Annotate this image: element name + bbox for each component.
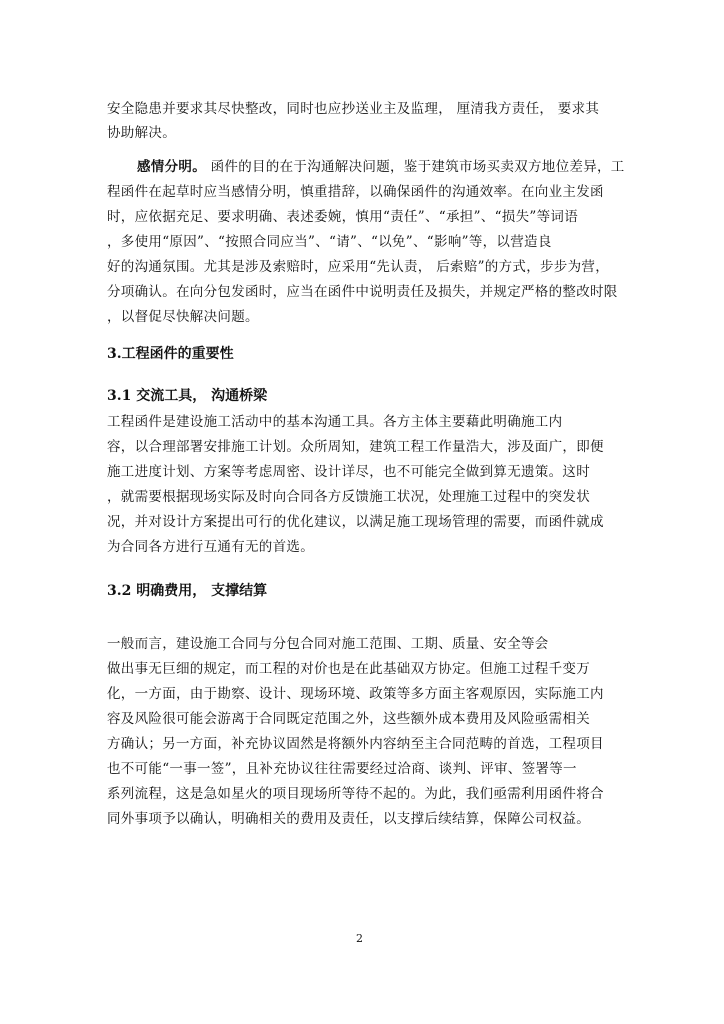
paragraph-line: 化，一方面，由于勘察、设计、现场环境、政策等多方面主客观原因，实际施工内 — [107, 686, 604, 702]
paragraph-line: 程函件在起草时应当感情分明，慎重措辞，以确保函件的沟通效率。在向业主发函 — [107, 184, 604, 200]
paragraph-line: 也不可能“一事一签”，且补充协议往往需要经过洽商、谈判、评审、签署等一 — [107, 761, 577, 777]
paragraph-line: 容及风险很可能会游离于合同既定范围之外，这些额外成本费用及风险亟需相关 — [107, 711, 590, 727]
paragraph-line: 为合同各方进行互通有无的首选。 — [107, 539, 314, 555]
page-number: 2 — [356, 932, 363, 945]
paragraph-line: 况，并对设计方案提出可行的优化建议，以满足施工现场管理的需要，而函件就成 — [107, 514, 604, 530]
paragraph-line: 协助解决。 — [107, 125, 176, 141]
paragraph-line: 好的沟通氛围。尤其是涉及索赔时，应采用“先认责， 后索赔”的方式，步步为营， — [107, 259, 609, 275]
paragraph-line: 同外事项予以确认，明确相关的费用及责任，以支撑后续结算，保障公司权益。 — [107, 811, 590, 827]
paragraph-line: ，就需要根据现场实际及时向合同各方反馈施工状况，处理施工过程中的突发状 — [107, 489, 590, 505]
paragraph-line: 一般而言，建设施工合同与分包合同对施工范围、工期、质量、安全等会 — [107, 636, 549, 652]
subsection-heading: 3.2 明确费用， 支撑结算 — [107, 583, 268, 599]
subsection-heading: 3.1 交流工具， 沟通桥梁 — [107, 388, 268, 404]
paragraph-line: 安全隐患并要求其尽快整改，同时也应抄送业主及监理， 厘清我方责任， 要求其 — [107, 101, 600, 117]
paragraph-line: 分项确认。在向分包发函时，应当在函件中说明责任及损失，并规定严格的整改时限 — [107, 284, 618, 300]
paragraph-line: ，以督促尽快解决问题。 — [107, 309, 259, 325]
paragraph-line: 方确认；另一方面，补充协议固然是将额外内容纳至主合同范畴的首选，工程项目 — [107, 736, 604, 752]
paragraph-text: 函件的目的在于沟通解决问题，鉴于建筑市场买卖双方地位差异，工 — [206, 159, 625, 175]
paragraph-line: 做出事无巨细的规定，而工程的对价也是在此基础双方协定。但施工过程千变万 — [107, 661, 590, 677]
section-heading: 3.工程函件的重要性 — [107, 346, 234, 362]
paragraph-line: ，多使用“原因”、“按照合同应当”、“请”、“以免”、“影响”等，以营造良 — [107, 234, 552, 250]
paragraph-line: 工程函件是建设施工活动中的基本沟通工具。各方主体主要藉此明确施工内 — [107, 414, 563, 430]
paragraph-line: 施工进度计划、方案等考虑周密、设计详尽，也不可能完全做到算无遗策。这时 — [107, 464, 590, 480]
paragraph-line: 容，以合理部署安排施工计划。众所周知，建筑工程工作量浩大，涉及面广，即便 — [107, 439, 604, 455]
paragraph-line: 时，应依据充足、要求明确、表述委婉，慎用“责任”、“承担”、“损失”等词语 — [107, 209, 579, 225]
bold-lead: 感情分明。 — [137, 159, 206, 175]
paragraph-line-with-lead — [137, 155, 625, 175]
paragraph-line: 系列流程，这是急如星火的项目现场所等待不起的。为此，我们亟需利用函件将合 — [107, 786, 604, 802]
